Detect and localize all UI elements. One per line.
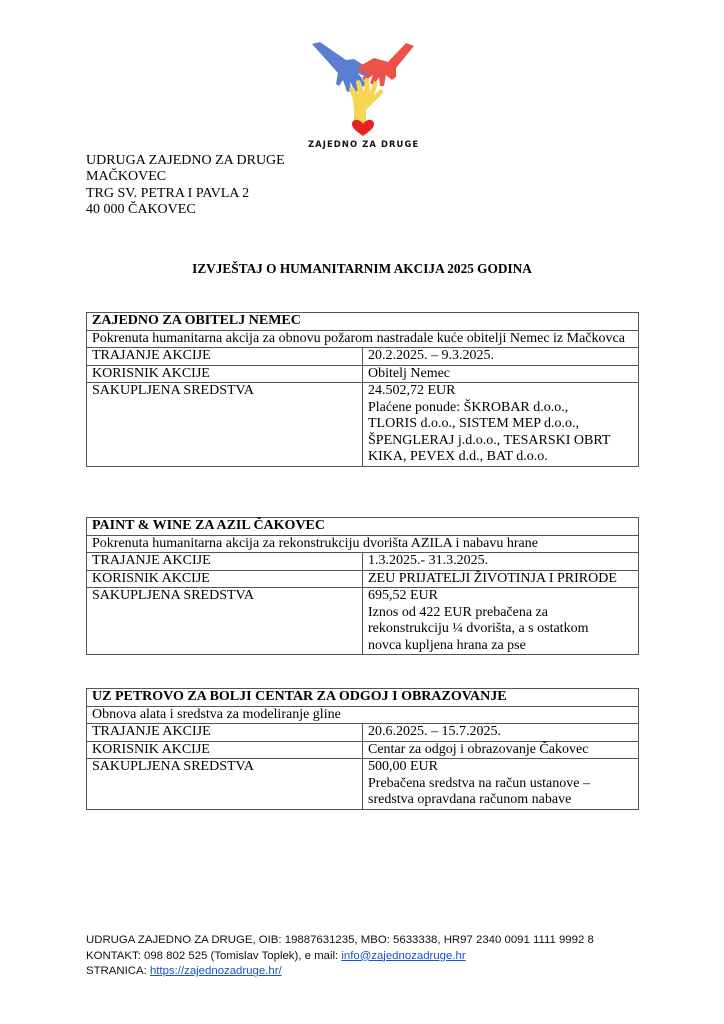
value-line: 20.6.2025. – 15.7.2025. [368, 724, 501, 739]
action-table [86, 517, 639, 655]
value-line: sredstva opravdana računom nabave [368, 792, 572, 807]
action-description: Pokrenuta humanitarna akcija za rekonstrukciju dvorišta AZILA i nabavu hrane [87, 535, 639, 553]
value-line: KIKA, PEVEX d.d., BAT d.o.o. [368, 449, 548, 464]
table-row [87, 313, 639, 331]
table-row [87, 588, 639, 655]
row-value [363, 588, 639, 655]
table-row [87, 570, 639, 588]
value-line: rekonstrukciju ¼ dvorišta, a s ostatkom [368, 621, 589, 636]
action-name: PAINT & WINE ZA AZIL ČAKOVEC [87, 518, 639, 536]
value-line: ZEU PRIJATELJI ŽIVOTINJA I PRIRODE [368, 570, 617, 586]
table-row [87, 365, 639, 383]
organization-address [86, 153, 285, 218]
table-row [87, 330, 639, 348]
row-value [363, 724, 639, 742]
value-line: novca kupljena hrana za pse [368, 637, 526, 653]
row-value [363, 759, 639, 810]
footer-contact [86, 949, 594, 965]
value-line: ŠPENGLERAJ j.d.o.o., TESARSKI OBRT [368, 432, 611, 448]
website-label: STRANICA: [86, 965, 150, 978]
row-label: TRAJANJE AKCIJE [87, 724, 363, 742]
table-row [87, 706, 639, 724]
value-line: 20.2.2025. – 9.3.2025. [368, 348, 494, 363]
row-label: KORISNIK AKCIJE [87, 741, 363, 759]
row-value [363, 383, 639, 467]
address-line: MAČKOVEC [86, 169, 167, 185]
row-label: TRAJANJE AKCIJE [87, 348, 363, 366]
value-line: 500,00 EUR [368, 759, 438, 774]
action-description: Obnova alata i sredstva za modeliranje gline [87, 706, 639, 724]
value-line: Plaćene ponude: ŠKROBAR d.o.o., [368, 399, 569, 415]
table-row [87, 383, 639, 467]
action-table [86, 688, 639, 810]
email-link[interactable]: info@zajednozadruge.hr [341, 949, 466, 962]
address-line: 40 000 ČAKOVEC [86, 201, 196, 217]
contact-text: KONTAKT: 098 802 525 (Tomislav Toplek), e mail: [86, 949, 342, 962]
action-name: UZ PETROVO ZA BOLJI CENTAR ZA ODGOJ I OBRAZOVANJE [87, 689, 639, 707]
row-value [363, 348, 639, 366]
value-line: TLORIS d.o.o., SISTEM MEP d.o.o., [368, 416, 580, 431]
action-table [86, 312, 639, 467]
table-row [87, 724, 639, 742]
address-line: UDRUGA ZAJEDNO ZA DRUGE [86, 153, 285, 168]
table-row [87, 553, 639, 571]
table-row [87, 759, 639, 810]
footer-registration: UDRUGA ZAJEDNO ZA DRUGE, OIB: 19887631235, MBO: 5633338, HR97 2340 0091 1111 9992 8 [86, 934, 594, 946]
helping-hands-icon [308, 40, 418, 140]
table-row [87, 535, 639, 553]
value-line: Prebačena sredstva na račun ustanove – [368, 775, 590, 791]
action-description: Pokrenuta humanitarna akcija za obnovu požarom nastradale kuće obitelji Nemec iz Mačkovca [87, 330, 639, 348]
action-name: ZAJEDNO ZA OBITELJ NEMEC [87, 313, 639, 331]
website-link[interactable]: https://zajednozadruge.hr/ [149, 965, 282, 978]
value-line: Centar za odgoj i obrazovanje Čakovec [368, 741, 589, 757]
table-row [87, 741, 639, 759]
row-value [363, 365, 639, 383]
table-row [87, 348, 639, 366]
row-label: KORISNIK AKCIJE [87, 365, 363, 383]
value-line: Iznos od 422 EUR prebačena za [368, 604, 548, 620]
table-row [87, 518, 639, 536]
organization-logo [308, 40, 418, 152]
row-value [363, 570, 639, 588]
logo-text: ZAJEDNO ZA DRUGE [308, 139, 420, 149]
value-line: 695,52 EUR [368, 588, 438, 603]
table-row [87, 689, 639, 707]
row-label: TRAJANJE AKCIJE [87, 553, 363, 571]
report-title: IZVJEŠTAJ O HUMANITARNIM AKCIJA 2025 GODINA [192, 261, 532, 276]
row-value [363, 741, 639, 759]
value-line: Obitelj Nemec [368, 365, 451, 381]
row-label: SAKUPLJENA SREDSTVA [87, 383, 363, 467]
row-label: KORISNIK AKCIJE [87, 570, 363, 588]
value-line: 24.502,72 EUR [368, 383, 456, 398]
row-label: SAKUPLJENA SREDSTVA [87, 588, 363, 655]
address-line: TRG SV. PETRA I PAVLA 2 [86, 185, 250, 201]
row-value [363, 553, 639, 571]
footer-website [86, 964, 594, 980]
row-label: SAKUPLJENA SREDSTVA [87, 759, 363, 810]
value-line: 1.3.2025.- 31.3.2025. [368, 553, 489, 568]
page-footer [86, 933, 594, 980]
